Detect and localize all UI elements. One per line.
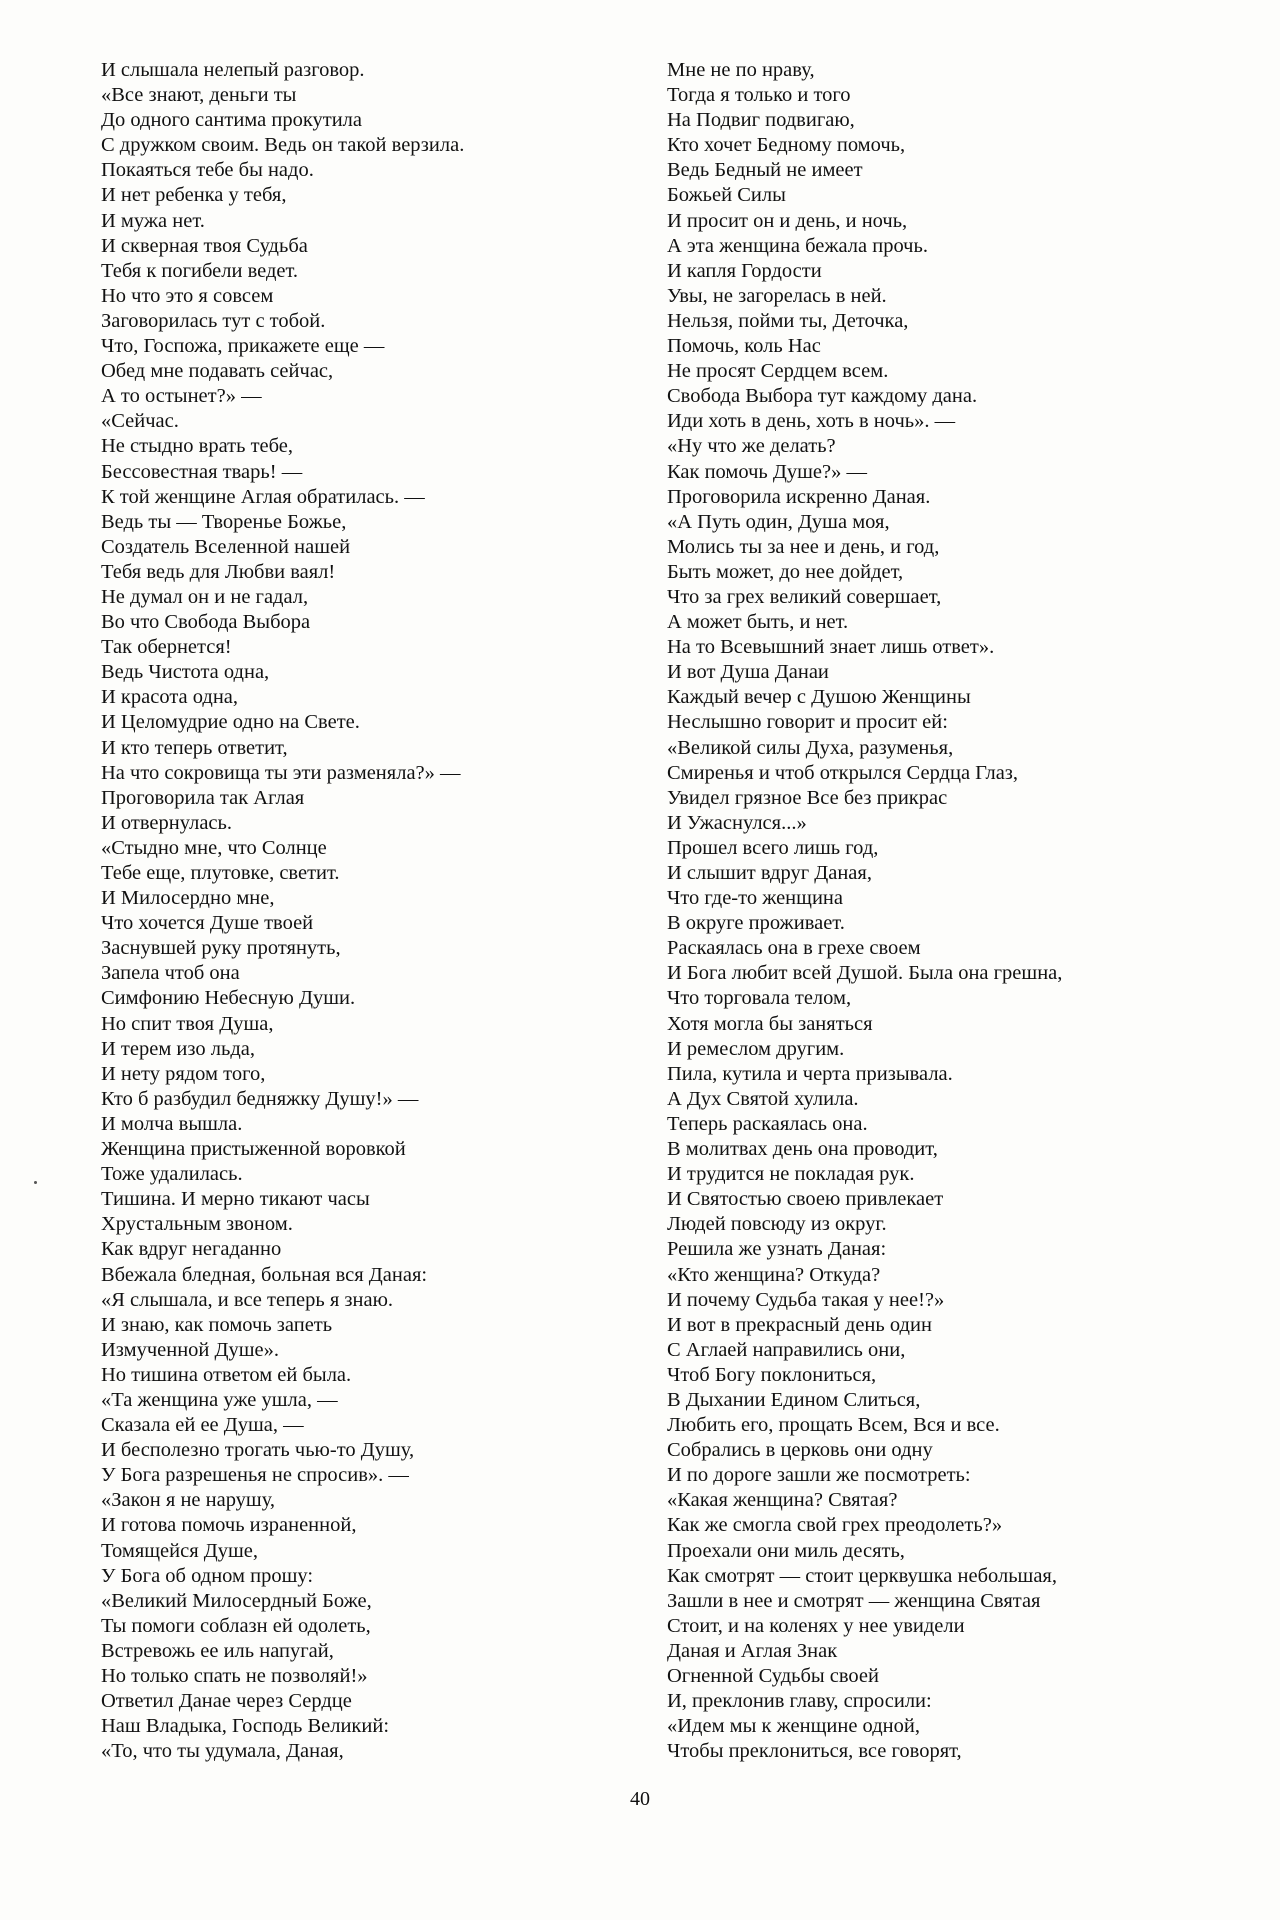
text-line: Чтобы преклониться, все говорят, bbox=[667, 1740, 962, 1763]
text-line: И скверная твоя Судьба bbox=[101, 234, 308, 257]
text-line: И трудится не покладая рук. bbox=[667, 1163, 915, 1186]
text-line: На что сокровища ты эти разменяла?» — bbox=[101, 761, 461, 784]
text-line: «Ну что же делать? bbox=[667, 435, 836, 458]
text-line: Бессовестная тварь! — bbox=[101, 460, 303, 483]
text-line: Тишина. И мерно тикают часы bbox=[101, 1188, 370, 1211]
text-line: Проговорила искренно Даная. bbox=[667, 485, 931, 508]
text-line: «Стыдно мне, что Солнце bbox=[101, 836, 327, 859]
text-line: И Милосердно мне, bbox=[101, 887, 275, 910]
text-line: И, преклонив главу, спросили: bbox=[667, 1690, 932, 1713]
text-line: Томящейся Душе, bbox=[101, 1539, 258, 1562]
text-line: Решила же узнать Даная: bbox=[667, 1238, 887, 1261]
text-line: «Идем мы к женщине одной, bbox=[667, 1715, 920, 1738]
text-line: С Аглаей направились они, bbox=[667, 1338, 906, 1361]
text-line: Что где-то женщина bbox=[667, 887, 843, 910]
text-line: Помочь, коль Нас bbox=[667, 335, 821, 358]
text-line: Как вдруг негаданно bbox=[101, 1238, 282, 1261]
text-line: Стоит, и на коленях у нее увидели bbox=[667, 1614, 965, 1637]
text-line: Хотя могла бы заняться bbox=[667, 1012, 873, 1035]
text-line: И почему Судьба такая у нее!?» bbox=[667, 1288, 945, 1311]
text-line: И знаю, как помочь запеть bbox=[101, 1313, 333, 1336]
text-line: Ведь Чистота одна, bbox=[101, 661, 270, 684]
text-line: Хрустальным звоном. bbox=[101, 1213, 293, 1236]
text-line: И вот в прекрасный день один bbox=[667, 1313, 932, 1336]
text-line: И Ужаснулся...» bbox=[667, 811, 807, 834]
text-line: Но спит твоя Душа, bbox=[101, 1012, 274, 1035]
text-line: Смиренья и чтоб открылся Сердца Глаз, bbox=[667, 761, 1019, 784]
text-line: И отвернулась. bbox=[101, 811, 232, 834]
text-line: Покаяться тебе бы надо. bbox=[101, 159, 314, 182]
text-line: Что за грех великий совершает, bbox=[667, 585, 942, 608]
text-line: Не просят Сердцем всем. bbox=[667, 360, 889, 383]
text-line: И слышит вдруг Даная, bbox=[667, 862, 872, 884]
text-line: Тебе еще, плутовке, светит. bbox=[101, 862, 340, 884]
text-line: Божьей Силы bbox=[667, 184, 786, 207]
text-line: Что торговала телом, bbox=[667, 987, 852, 1010]
text-line: И просит он и день, и ночь, bbox=[667, 209, 908, 232]
text-line: «Какая женщина? Святая? bbox=[667, 1489, 898, 1512]
text-line: И нет ребенка у тебя, bbox=[101, 184, 287, 207]
text-line: Собрались в церковь они одну bbox=[667, 1439, 933, 1462]
text-line: «Закон я не нарушу, bbox=[101, 1489, 276, 1512]
text-line: И Бога любит всей Душой. Была она грешна, bbox=[667, 962, 1063, 985]
text-line: Встревожь ее иль напугай, bbox=[101, 1639, 334, 1662]
text-line: А Дух Святой хулила. bbox=[667, 1087, 859, 1110]
text-line: И Целомудрие одно на Свете. bbox=[101, 711, 360, 734]
text-line: Как помочь Душе?» — bbox=[667, 460, 867, 483]
text-line: Так обернется! bbox=[101, 636, 232, 659]
text-line: «Все знают, деньги ты bbox=[101, 84, 297, 107]
text-line: И терем изо льда, bbox=[101, 1037, 255, 1060]
text-line: В округе проживает. bbox=[667, 912, 845, 935]
text-line: Ведь ты — Творенье Божье, bbox=[101, 510, 347, 533]
text-line: И красота одна, bbox=[101, 686, 239, 709]
text-line: Сказала ей ее Душа, — bbox=[101, 1414, 304, 1437]
text-line: На Подвиг подвигаю, bbox=[667, 109, 855, 132]
text-line: И кто теперь ответит, bbox=[101, 736, 288, 759]
text-line: И мужа нет. bbox=[101, 209, 205, 232]
text-line: «Великой силы Духа, разуменья, bbox=[667, 736, 954, 759]
text-line: Что, Госпожа, прикажете еще — bbox=[101, 335, 385, 358]
text-line: Ведь Бедный не имеет bbox=[667, 159, 863, 182]
text-line: Запела чтоб она bbox=[101, 962, 240, 985]
text-line: Чтоб Богу поклониться, bbox=[667, 1363, 877, 1386]
text-line: Даная и Аглая Знак bbox=[667, 1639, 838, 1662]
text-line: Заговорилась тут с тобой. bbox=[101, 309, 326, 332]
text-line: Тогда я только и того bbox=[667, 84, 851, 107]
text-line: «Кто женщина? Откуда? bbox=[667, 1263, 881, 1286]
text-line: «А Путь один, Душа моя, bbox=[667, 510, 890, 533]
text-line: На то Всевышний знает лишь ответ». bbox=[667, 636, 995, 659]
text-line: Любить его, прощать Всем, Вся и все. bbox=[667, 1414, 1000, 1437]
text-line: Женщина пристыженной воровкой bbox=[101, 1138, 406, 1161]
text-line: Мне не по нраву, bbox=[667, 59, 815, 81]
text-line: Не думал он и не гадал, bbox=[101, 585, 309, 608]
text-line: В Дыхании Едином Слиться, bbox=[667, 1388, 921, 1411]
print-speck bbox=[34, 1181, 37, 1184]
text-line: Иди хоть в день, хоть в ночь». — bbox=[667, 410, 956, 433]
text-line: Увидел грязное Все без прикрас bbox=[667, 786, 948, 809]
text-line: И вот Душа Данаи bbox=[667, 661, 829, 684]
text-line: А эта женщина бежала прочь. bbox=[667, 234, 928, 257]
text-line: И молча вышла. bbox=[101, 1112, 243, 1135]
text-line: Как смотрят — стоит церквушка небольшая, bbox=[667, 1564, 1057, 1587]
page-number: 40 bbox=[630, 1788, 650, 1810]
text-line: Не стыдно врать тебе, bbox=[101, 435, 294, 458]
text-line: Создатель Вселенной нашей bbox=[101, 535, 351, 558]
text-line: Проехали они миль десять, bbox=[667, 1539, 905, 1562]
text-line: Раскаялась она в грехе своем bbox=[667, 937, 921, 960]
text-line: У Бога об одном прошу: bbox=[101, 1564, 314, 1587]
left-text-column bbox=[101, 58, 464, 1764]
text-line: Но тишина ответом ей была. bbox=[101, 1363, 352, 1386]
text-line: «Я слышала, и все теперь я знаю. bbox=[101, 1288, 394, 1311]
text-line: Каждый вечер с Душою Женщины bbox=[667, 686, 971, 709]
text-line: Огненной Судьбы своей bbox=[667, 1665, 880, 1687]
text-line: Симфонию Небесную Души. bbox=[101, 987, 356, 1010]
text-line: Как же смогла свой грех преодолеть?» bbox=[667, 1514, 1003, 1537]
text-line: Вбежала бледная, больная вся Даная: bbox=[101, 1263, 428, 1286]
text-line: Кто хочет Бедному помочь, bbox=[667, 134, 906, 157]
text-line: До одного сантима прокутила bbox=[101, 109, 362, 132]
text-line: Неслышно говорит и просит ей: bbox=[667, 711, 948, 734]
text-line: Наш Владыка, Господь Великий: bbox=[101, 1715, 390, 1738]
text-line: Проговорила так Аглая bbox=[101, 786, 305, 809]
text-line: Зашли в нее и смотрят — женщина Святая bbox=[667, 1589, 1041, 1612]
text-line: Пила, кутила и черта призывала. bbox=[667, 1062, 953, 1085]
text-line: Ты помоги соблазн ей одолеть, bbox=[101, 1614, 371, 1637]
text-line: Кто б разбудил бедняжку Душу!» — bbox=[101, 1087, 419, 1110]
text-line: Измученной Душе». bbox=[101, 1338, 280, 1361]
text-line: «Сейчас. bbox=[101, 410, 179, 433]
text-line: А может быть, и нет. bbox=[667, 611, 849, 634]
text-line: И готова помочь израненной, bbox=[101, 1514, 357, 1537]
text-line: И по дороге зашли же посмотреть: bbox=[667, 1464, 971, 1487]
text-line: Что хочется Душе твоей bbox=[101, 912, 314, 935]
text-line: «Та женщина уже ушла, — bbox=[101, 1388, 338, 1411]
text-line: Но что это я совсем bbox=[101, 284, 274, 307]
text-line: «Великий Милосердный Боже, bbox=[101, 1589, 372, 1612]
text-line: Теперь раскаялась она. bbox=[667, 1112, 868, 1135]
text-line: Во что Свобода Выбора bbox=[101, 611, 311, 634]
text-line: И Святостью своею привлекает bbox=[667, 1188, 944, 1211]
text-line: У Бога разрешенья не спросив». — bbox=[101, 1464, 409, 1487]
text-line: Людей повсюду из округ. bbox=[667, 1213, 887, 1236]
text-line: И нету рядом того, bbox=[101, 1062, 266, 1085]
text-line: Молись ты за нее и день, и год, bbox=[667, 535, 940, 558]
right-text-column bbox=[667, 58, 1062, 1764]
text-line: И бесполезно трогать чью-то Душу, bbox=[101, 1439, 415, 1462]
text-line: К той женщине Аглая обратилась. — bbox=[101, 485, 425, 508]
text-line: А то остынет?» — bbox=[101, 385, 262, 408]
text-line: Тебя к погибели ведет. bbox=[101, 259, 299, 282]
text-line: Обед мне подавать сейчас, bbox=[101, 360, 334, 383]
text-line: И слышала нелепый разговор. bbox=[101, 59, 365, 81]
text-line: Прошел всего лишь год, bbox=[667, 836, 879, 859]
text-line: И капля Гордости bbox=[667, 259, 822, 282]
text-line: Увы, не загорелась в ней. bbox=[667, 284, 887, 307]
text-line: Тебя ведь для Любви ваял! bbox=[101, 560, 336, 583]
text-line: В молитвах день она проводит, bbox=[667, 1138, 938, 1161]
text-line: И ремеслом другим. bbox=[667, 1037, 845, 1060]
text-line: Быть может, до нее дойдет, bbox=[667, 560, 904, 583]
text-line: Свобода Выбора тут каждому дана. bbox=[667, 385, 978, 408]
text-line: Но только спать не позволяй!» bbox=[101, 1665, 368, 1687]
text-line: Тоже удалилась. bbox=[101, 1163, 243, 1186]
text-line: «То, что ты удумала, Даная, bbox=[101, 1740, 344, 1763]
text-line: Ответил Данае через Сердце bbox=[101, 1690, 352, 1713]
text-line: Заснувшей руку протянуть, bbox=[101, 937, 341, 960]
text-line: Нельзя, пойми ты, Деточка, bbox=[667, 309, 909, 332]
text-line: С дружком своим. Ведь он такой верзила. bbox=[101, 134, 465, 157]
